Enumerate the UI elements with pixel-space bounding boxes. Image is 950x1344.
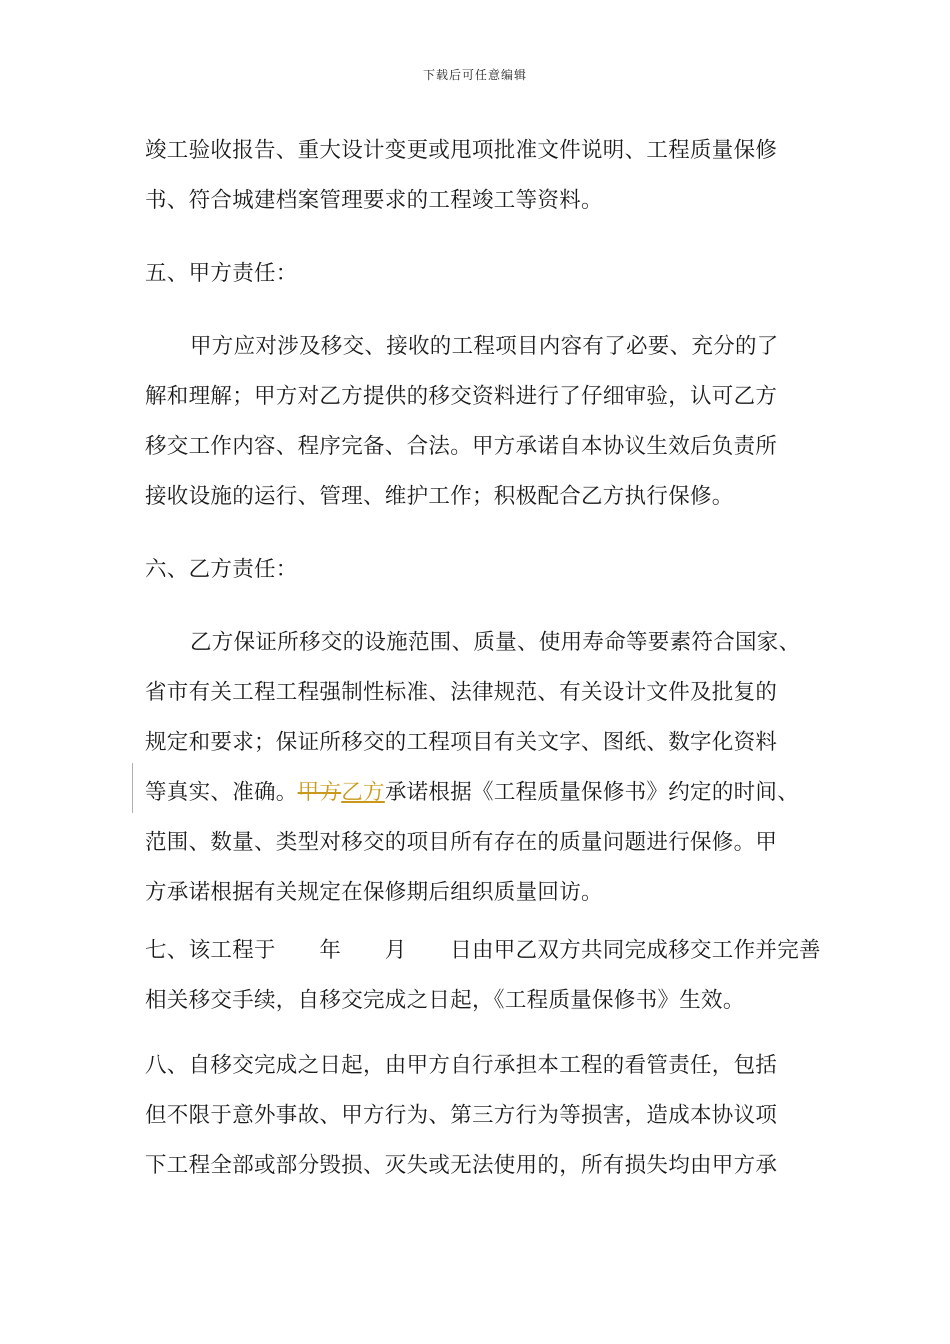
section-heading-6: 六、乙方责任： [145,557,298,582]
body-line: 移交工作内容、程序完备、合法。甲方承诺自本协议生效后负责所 [145,434,778,459]
body-line: 省市有关工程工程强制性标准、法律规范、有关设计文件及批复的 [145,680,778,705]
body-line-with-revision [145,778,799,808]
body-line: 相关移交手续，自移交完成之日起，《工程质量保修书》生效。 [145,988,745,1013]
body-line: 规定和要求；保证所移交的工程项目有关文字、图纸、数字化资料 [145,730,778,755]
body-line: 竣工验收报告、重大设计变更或甩项批准文件说明、工程质量保修 [145,138,778,163]
inserted-text: 乙方 [341,780,385,805]
section-heading-5: 五、甲方责任： [145,261,298,286]
deleted-text: 甲方 [297,780,342,805]
body-line: 但不限于意外事故、甲方行为、第三方行为等损害，造成本协议项 [145,1103,778,1128]
section-heading-8: 八、自移交完成之日起，由甲方自行承担本工程的看管责任，包括 [145,1053,778,1078]
revision-change-bar [132,763,133,813]
paragraph-first-line: 乙方保证所移交的设施范围、质量、使用寿命等要素符合国家、 [190,630,801,655]
page-header: 下载后可任意编辑 [422,68,527,82]
section-heading-7: 七、该工程于 年 月 日由甲乙双方共同完成移交工作并完善 [145,938,821,963]
body-line: 接收设施的运行、管理、维护工作；积极配合乙方执行保修。 [145,484,734,509]
body-line: 下工程全部或部分毁损、灭失或无法使用的，所有损失均由甲方承 [145,1153,778,1178]
paragraph-first-line: 甲方应对涉及移交、接收的工程项目内容有了必要、充分的了 [190,334,779,359]
text-segment: 等真实、准确。 [145,780,298,805]
text-segment: 承诺根据《工程质量保修书》约定的时间、 [384,780,800,805]
body-line: 范围、数量、类型对移交的项目所有存在的质量问题进行保修。甲 [145,830,778,855]
body-line: 书、符合城建档案管理要求的工程竣工等资料。 [145,188,603,213]
body-line: 解和理解；甲方对乙方提供的移交资料进行了仔细审验，认可乙方 [145,384,778,409]
body-line: 方承诺根据有关规定在保修期后组织质量回访。 [145,880,603,905]
